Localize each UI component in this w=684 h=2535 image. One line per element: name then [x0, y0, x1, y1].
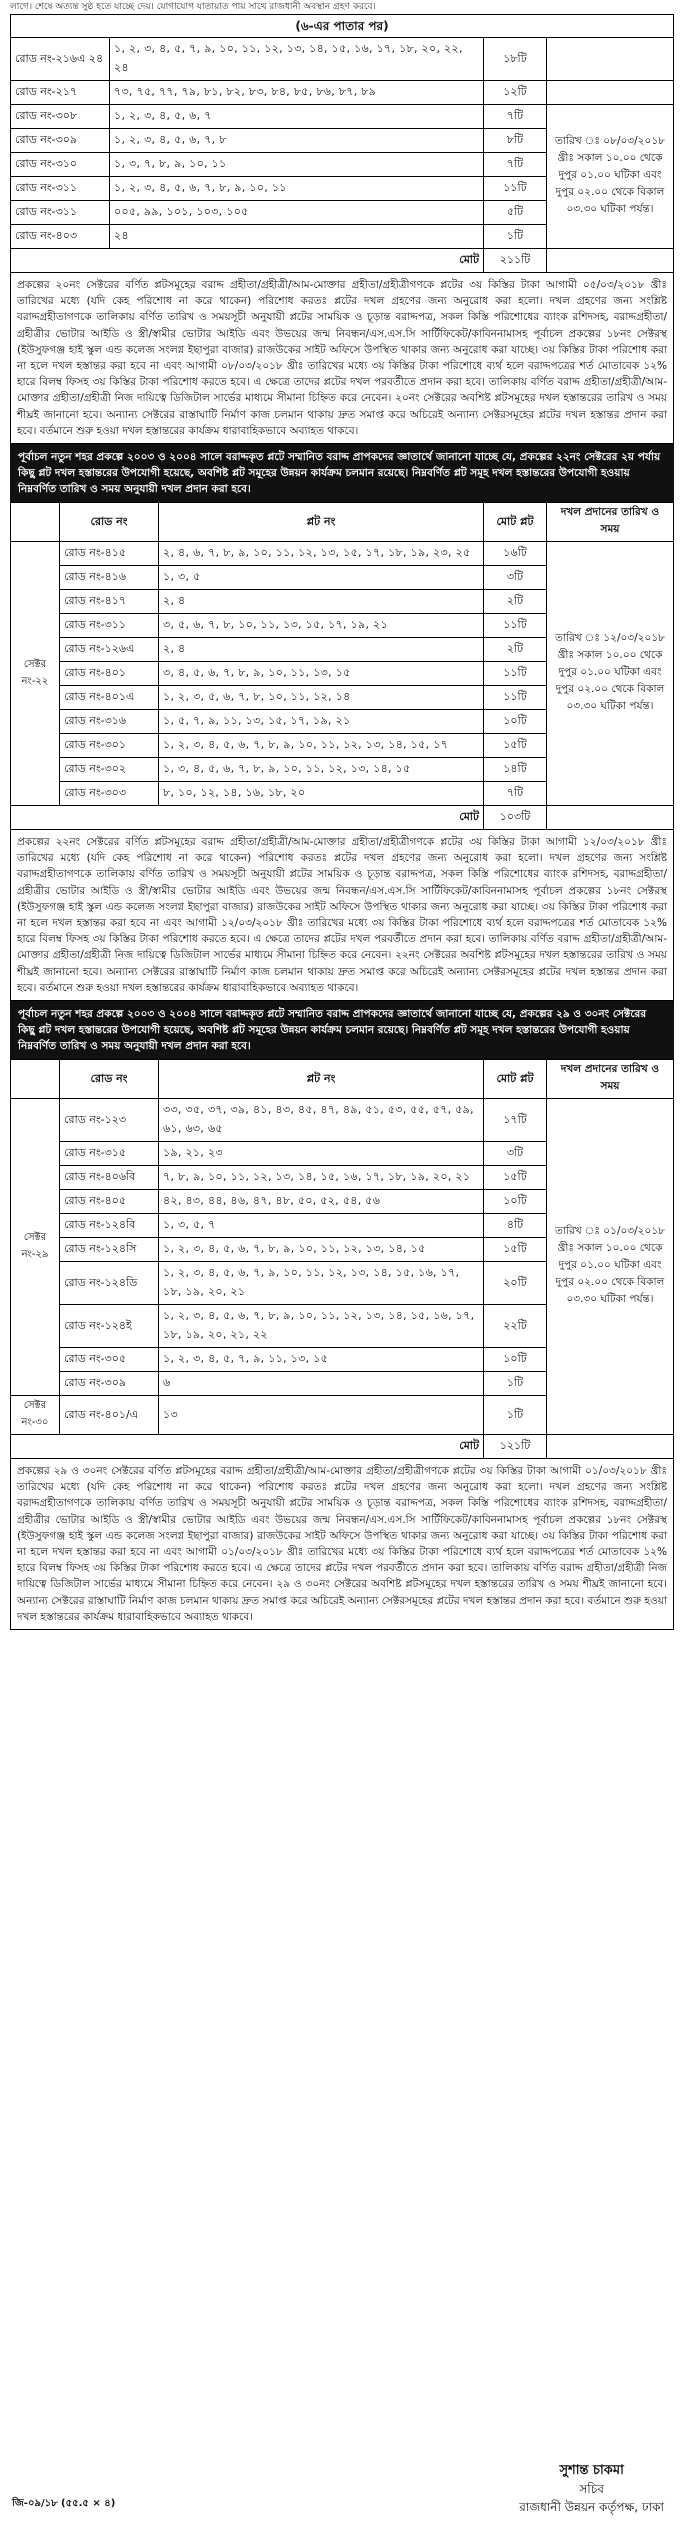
plots-cell: ৭, ৮, ৯, ১০, ১১, ১২, ১৩, ১৪, ১৫, ১৬, ১৭, ১৮, ১৯, ২০, ২১	[159, 1166, 484, 1190]
count-cell: ১৫টি	[484, 1238, 547, 1262]
road-cell: রোড নং-৩০৫	[60, 1348, 159, 1372]
road-cell: রোড নং-৪০১	[60, 662, 159, 686]
plots-cell: ১, ৫, ৭, ৯, ১১, ১৩, ১৫, ১৭, ১৯, ২১	[159, 710, 484, 734]
road-cell: রোড নং-১২৪ই	[60, 1305, 159, 1348]
total-empty	[547, 1435, 674, 1459]
plots-cell: ১, ২, ৩, ৪, ৫, ৭, ৯, ১০, ১১, ১২, ১৩, ১৪, ১৫, ১৬, ১৭, ১৮, ২০, ২২, ২৪	[110, 38, 484, 81]
total-count: ১০৩টি	[484, 806, 547, 830]
schedule-cell: তারিখ ঃ ০৮/০৩/২০১৮ খ্রীঃ সকাল ১০.০০ থেকে দুপুর ০১.০০ ঘটিকা এবং দুপুর ০২.০০ থেকে বিকাল ০৩.৩০ ঘটিকা পর্যন্ত।	[547, 105, 674, 249]
total-empty	[547, 249, 674, 273]
road-cell: রোড নং-৩০৮	[11, 105, 110, 129]
plots-cell: ১৯, ২১, ২৩	[159, 1142, 484, 1166]
sector-cell: সেক্টর নং-২৯	[11, 1099, 60, 1396]
plots-cell: ১, ২, ৩, ৪, ৫, ৬, ৭, ৮, ৯, ১০, ১১, ১২, ১৩, ১৪, ১৫, ১৬, ১৭, ১৮, ১৯, ২০, ২১, ২২	[159, 1305, 484, 1348]
plots-cell: ৩, ৫, ৬, ৭, ৮, ১০, ১১, ১৩, ১৫, ১৭, ১৯, ২১	[159, 614, 484, 638]
plots-cell: ১, ৩, ৭, ৮, ৯, ১০, ১১	[110, 153, 484, 177]
total-label: মোট	[11, 249, 484, 273]
road-header: রোড নং	[60, 503, 159, 542]
plots-cell: ১, ২, ৩, ৪, ৫, ৬, ৭, ৮, ৯, ১০, ১১	[110, 177, 484, 201]
plots-header: প্লট নং	[159, 1060, 484, 1099]
count-header: মোট প্লট	[484, 1060, 547, 1099]
count-cell: ৩টি	[484, 566, 547, 590]
road-cell: রোড নং-১২৪বি	[60, 1214, 159, 1238]
count-cell: ১১টি	[484, 614, 547, 638]
plot-table-sector-20	[10, 37, 674, 273]
signatory-title: সচিব	[579, 2482, 604, 2496]
plots-cell: ১, ৩, ৫	[159, 566, 484, 590]
notice-code: জি-০৯/১৮ (৫৫.৫ × ৪)	[12, 2498, 116, 2509]
road-cell: রোড নং-৪০১/এ	[60, 1396, 159, 1435]
road-cell: রোড নং-৩০৩	[60, 782, 159, 806]
count-cell: ১৫টি	[484, 734, 547, 758]
count-cell: ১টি	[484, 1372, 547, 1396]
count-cell: ১টি	[484, 225, 547, 249]
count-cell: ১০টি	[484, 710, 547, 734]
table-row	[11, 105, 674, 129]
road-cell: রোড নং-১২৩	[60, 1099, 159, 1142]
plots-cell: ১, ২, ৩, ৪, ৫, ৭, ৯, ১১, ১৩, ১৫	[159, 1348, 484, 1372]
road-cell: রোড নং-৪১৬	[60, 566, 159, 590]
table-row	[11, 542, 674, 566]
count-cell: ৫টি	[484, 201, 547, 225]
road-cell: রোড নং-৪০৫	[60, 1190, 159, 1214]
schedule-cell: তারিখ ঃ ১২/০৩/২০১৮ খ্রীঃ সকাল ১০.০০ থেকে দুপুর ০১.০০ ঘটিকা এবং দুপুর ০২.০০ থেকে বিকাল ০৩.৩০ ঘটিকা পর্যন্ত।	[547, 542, 674, 806]
sector-cell: সেক্টর নং-৩০	[11, 1396, 60, 1435]
table-row	[11, 81, 674, 105]
schedule-empty	[547, 81, 674, 105]
plots-cell: ১, ৩, ৫, ৭	[159, 1214, 484, 1238]
road-cell: রোড নং-২১৬এ ২৪	[11, 38, 110, 81]
schedule-empty	[547, 38, 674, 81]
road-cell: রোড নং-৪১৭	[60, 590, 159, 614]
plots-cell: ৩, ৪, ৫, ৬, ৭, ৮, ৯, ১০, ১১, ১৩, ১৫	[159, 662, 484, 686]
plots-cell: ১, ২, ৩, ৪, ৫, ৬, ৭, ৯, ১০, ১১, ১২, ১৩, ১৪, ১৫, ১৬, ১৭, ১৮, ১৯, ২০, ২১	[159, 1262, 484, 1305]
plots-cell: ৭৩, ৭৫, ৭৭, ৭৯, ৮১, ৮২, ৮৩, ৮৪, ৮৫, ৮৬, ৮৭, ৮৯	[110, 81, 484, 105]
total-empty	[547, 806, 674, 830]
paragraph-sector-20: প্রকল্পের ২০নং সেক্টরের বর্ণিত প্লটসমূহের বরাদ্দ গ্রহীতা/গ্রহীত্রী/আম-মোক্তার গ্রহীতা/গ্রহীত্রীগণকে প্লটের ৩য় কিস্তির টাকা আগামী ০৫/০৩/২০১৮ খ্রীঃ তারিখের মধ্যে (যদি কেহ পরিশোধ না করে থাকেন) পরিশোধ করতঃ প্লটের দখল গ্রহণের জন্য অনুরোধ করা হলো। দখল গ্রহণের জন্য সংশ্লিষ্ট বরাদ্দগ্রহীতাগণকে তালিকায় বর্ণিত তারিখ ও সময়সূচী অনুযায়ী প্লটের সাময়িক ও চূড়ান্ত বরাদ্দপত্র, সকল কিস্তি পরিশোধের ব্যাংক রশিদসহ, বরাদ্দগ্রহীতা/গ্রহীত্রীর ভোটার আইডি ও স্ত্রী/স্বামীর ভোটার আইডি এবং উভয়ের জন্ম নিবন্ধন/এস.এস.সি সার্টিফিকেট/কাবিননামাসহ পূর্বাচল প্রকল্পের ১৮নং সেক্টরস্থ (ইউসুফগঞ্জ হাই স্কুল এন্ড কলেজ সংলগ্ন ইছাপুরা বাজার) রাজউকের সাইট অফিসে উপস্থিত থাকার জন্য অনুরোধ করা যাচ্ছে। ৩য় কিস্তির টাকা পরিশোধ করা না হলে দখল হস্তান্তর করা হবে না এবং আগামী ০৮/০৩/২০১৮ খ্রীঃ তারিখের মধ্যে ৩য় কিস্তির টাকা পরিশোধে ব্যর্থ হলে বরাদ্দপত্রের শর্ত মোতাবেক ১২% হারে বিলম্ব ফিসহ ৩য় কিস্তির টাকা পরিশোধ করতে হবে। এ ক্ষেত্রে তাদের প্লটের দখল পরবর্তীতে প্রদান করা হবে। তালিকায় বর্ণিত বরাদ্দ গ্রহীতা/গ্রহীত্রী/আম-মোক্তার গ্রহীতা/গ্রহীত্রী নিজ দায়িত্বে ডিজিটাল সার্ভের মাধ্যমে সীমানা চিহ্নিত করে নেবেন। ২০নং সেক্টরের অবশিষ্ট প্লটসমূহের দখল হস্তান্তরের তারিখ ও সময় শীঘ্রই জানানো হবে। অন্যান্য সেক্টরের রাস্তাঘাটি নির্মাণ কাজ চলমান থাকায় দ্রুত সমাপ্ত করে অচিরেই অন্যান্য সেক্টরসমূহের প্লটের দখল হস্তান্তর প্রদান করা হবে। বর্তমানে শুরু হওয়া দখল হস্তান্তরের কার্যক্রম ধারাবাহিকভাবে অব্যাহত থাকবে।	[10, 273, 674, 444]
count-cell: ১৬টি	[484, 542, 547, 566]
road-cell: রোড নং-৩১১	[11, 201, 110, 225]
count-cell: ১১টি	[484, 662, 547, 686]
count-cell: ১০টি	[484, 1190, 547, 1214]
plots-cell: ২, ৪, ৬, ৭, ৮, ৯, ১০, ১১, ১২, ১৩, ১৫, ১৭, ১৮, ১৯, ২৩, ২৫	[159, 542, 484, 566]
signatory-org: রাজধানী উন্নয়ন কর্তৃপক্ষ, ঢাকা	[519, 2500, 664, 2514]
count-cell: ১৭টি	[484, 1099, 547, 1142]
banner-sector-22: পূর্বাচল নতুন শহর প্রকল্পে ২০০৩ ও ২০০৪ সালে বরাদ্দকৃত প্লটে সম্মানিত বরাদ্দ প্রাপকদের জ্ঞাতার্থে জানানো যাচ্ছে যে, প্রকল্পের ২২নং সেক্টরের ২য় পর্যায় কিছু প্লট দখল হস্তান্তরের উপযোগী হয়েছে, অবশিষ্ট প্লট সমূহের উন্নয়ন কার্যক্রম চলমান রয়েছে। নিম্নবর্ণিত প্লট সমূহ দখল হস্তান্তরের উপযোগী হওয়ায় নিম্নবর্ণিত তারিখ ও সময় অনুযায়ী দখল প্রদান করা হবে।	[10, 444, 674, 502]
count-cell: ২টি	[484, 638, 547, 662]
plots-cell: ১, ২, ৩, ৪, ৫, ৬, ৭, ৮	[110, 129, 484, 153]
count-cell: ১১টি	[484, 177, 547, 201]
total-row	[11, 806, 674, 830]
plots-cell: ৩৩, ৩৫, ৩৭, ৩৯, ৪১, ৪৩, ৪৫, ৪৭, ৪৯, ৫১, ৫৩, ৫৫, ৫৭, ৫৯, ৬১, ৬৩, ৬৫	[159, 1099, 484, 1142]
paragraph-sector-22: প্রকল্পের ২২নং সেক্টরের বর্ণিত প্লটসমূহের বরাদ্দ গ্রহীতা/গ্রহীত্রী/আম-মোক্তার গ্রহীতা/গ্রহীত্রীগণকে প্লটের ৩য় কিস্তির টাকা আগামী ১২/০৩/২০১৮ খ্রীঃ তারিখের মধ্যে (যদি কেহ পরিশোধ না করে থাকেন) পরিশোধ করতঃ প্লটের দখল গ্রহণের জন্য অনুরোধ করা হলো। দখল গ্রহণের জন্য সংশ্লিষ্ট বরাদ্দগ্রহীতাগণকে তালিকায় বর্ণিত তারিখ ও সময়সূচী অনুযায়ী প্লটের সাময়িক ও চূড়ান্ত বরাদ্দপত্র, সকল কিস্তি পরিশোধের ব্যাংক রশিদসহ, বরাদ্দগ্রহীতা/গ্রহীত্রীর ভোটার আইডি ও স্ত্রী/স্বামীর ভোটার আইডি এবং উভয়ের জন্ম নিবন্ধন/এস.এস.সি সার্টিফিকেট/কাবিননামাসহ পূর্বাচল প্রকল্পের ১৮নং সেক্টরস্থ (ইউসুফগঞ্জ হাই স্কুল এন্ড কলেজ সংলগ্ন ইছাপুরা বাজার) রাজউকের সাইট অফিসে উপস্থিত থাকার জন্য অনুরোধ করা যাচ্ছে। ৩য় কিস্তির টাকা পরিশোধ করা না হলে দখল হস্তান্তর করা হবে না এবং আগামী ১২/০৩/২০১৮ খ্রীঃ তারিখের মধ্যে ৩য় কিস্তির টাকা পরিশোধে ব্যর্থ হলে বরাদ্দপত্রের শর্ত মোতাবেক ১২% হারে বিলম্ব ফিসহ ৩য় কিস্তির টাকা পরিশোধ করতে হবে। এ ক্ষেত্রে তাদের প্লটের দখল পরবর্তীতে প্রদান করা হবে। তালিকায় বর্ণিত বরাদ্দ গ্রহীতা/গ্রহীত্রী/আম-মোক্তার গ্রহীতা/গ্রহীত্রী নিজ দায়িত্বে ডিজিটাল সার্ভের মাধ্যমে সীমানা চিহ্নিত করে নেবেন। ২২নং সেক্টরের অবশিষ্ট প্লটসমূহের দখল হস্তান্তরের তারিখ ও সময় শীঘ্রই জানানো হবে। অন্যান্য সেক্টরের রাস্তাঘাটি নির্মাণ কাজ চলমান থাকায় দ্রুত সমাপ্ত করে অচিরেই অন্যান্য সেক্টরসমূহের প্লটের দখল হস্তান্তর প্রদান করা হবে। বর্তমানে শুরু হওয়া দখল হস্তান্তরের কার্যক্রম ধারাবাহিকভাবে অব্যাহত থাকবে।	[10, 830, 674, 1001]
plots-cell: ১, ২, ৩, ৪, ৫, ৬, ৭, ৮, ৯, ১০, ১১, ১২, ১৩, ১৪, ১৫	[159, 1238, 484, 1262]
plots-cell: ১, ৩, ৪, ৫, ৬, ৭, ৮, ৯, ১০, ১১, ১২, ১৩, ১৪, ১৫	[159, 758, 484, 782]
plot-table-sector-22	[10, 502, 674, 830]
paragraph-sector-29-30: প্রকল্পের ২৯ ও ৩০নং সেক্টরের বর্ণিত প্লটসমূহের বরাদ্দ গ্রহীতা/গ্রহীত্রী/আম-মোক্তার গ্রহীতা/গ্রহীত্রীগণকে প্লটের ৩য় কিস্তির টাকা আগামী ০১/০৩/২০১৮ খ্রীঃ তারিখের মধ্যে (যদি কেহ পরিশোধ না করে থাকেন) পরিশোধ করতঃ প্লটের দখল গ্রহণের জন্য অনুরোধ করা হলো। দখল গ্রহণের জন্য সংশ্লিষ্ট বরাদ্দগ্রহীতাগণকে তালিকায় বর্ণিত তারিখ ও সময়সূচী অনুযায়ী প্লটের সাময়িক ও চূড়ান্ত বরাদ্দপত্র, সকল কিস্তি পরিশোধের ব্যাংক রশিদসহ, বরাদ্দগ্রহীতা/গ্রহীত্রীর ভোটার আইডি ও স্ত্রী/স্বামীর ভোটার আইডি এবং উভয়ের জন্ম নিবন্ধন/এস.এস.সি সার্টিফিকেট/কাবিননামাসহ পূর্বাচল প্রকল্পের ১৮নং সেক্টরস্থ (ইউসুফগঞ্জ হাই স্কুল এন্ড কলেজ সংলগ্ন ইছাপুরা বাজার) রাজউকের সাইট অফিসে উপস্থিত থাকার জন্য অনুরোধ করা যাচ্ছে। ৩য় কিস্তির টাকা পরিশোধ করা না হলে দখল হস্তান্তর করা হবে না এবং আগামী ০১/০৩/২০১৮ খ্রীঃ তারিখের মধ্যে ৩য় কিস্তির টাকা পরিশোধে ব্যর্থ হলে বরাদ্দপত্রের শর্ত মোতাবেক ১২% হারে বিলম্ব ফিসহ ৩য় কিস্তির টাকা পরিশোধ করতে হবে। এ ক্ষেত্রে তাদের প্লটের দখল পরবর্তীতে প্রদান করা হবে। তালিকায় বর্ণিত বরাদ্দ গ্রহীতা/গ্রহীত্রী নিজ দায়িত্বে ডিজিটাল সার্ভের মাধ্যমে সীমানা চিহ্নিত করে নেবেন। ২৯ ও ৩০নং সেক্টরের অবশিষ্ট প্লটসমূহের দখল হস্তান্তরের তারিখ ও সময় শীঘ্রই জানানো হবে। অন্যান্য সেক্টরের রাস্তাঘাটি নির্মাণ কাজ চলমান থাকায় দ্রুত সমাপ্ত করে অচিরেই অন্যান্য সেক্টরসমূহের প্লটের দখল হস্তান্তর প্রদান করা হবে। বর্তমানে শুরু হওয়া দখল হস্তান্তরের কার্যক্রম ধারাবাহিকভাবে অব্যাহত থাকবে।	[10, 1459, 674, 1630]
count-cell: ১৮টি	[484, 38, 547, 81]
count-cell: ১১টি	[484, 686, 547, 710]
top-cut-text: লাগে। শেষে অত্যন্ত সুষ্ঠ হতে যাচ্ছে দেয়। যোগাযোগ যাতায়াত পায় সাথে রাজধানী অবস্থান গ্রহণ করবে।	[10, 2, 376, 12]
count-cell: ২টি	[484, 590, 547, 614]
count-cell: ৭টি	[484, 153, 547, 177]
count-cell: ২০টি	[484, 1262, 547, 1305]
road-cell: রোড নং-৪১৫	[60, 542, 159, 566]
schedule-cell: তারিখ ঃ ০১/০৩/২০১৮ খ্রীঃ সকাল ১০.০০ থেকে দুপুর ০১.০০ ঘটিকা এবং দুপুর ০২.০০ থেকে বিকাল ০৩.৩০ ঘটিকা পর্যন্ত।	[547, 1099, 674, 1435]
count-cell: ৪টি	[484, 1214, 547, 1238]
road-cell: রোড নং-১২৪সি	[60, 1238, 159, 1262]
plots-cell: ২, ৪	[159, 590, 484, 614]
sector-header	[11, 503, 60, 542]
plots-cell: ৬	[159, 1372, 484, 1396]
plots-header: প্লট নং	[159, 503, 484, 542]
count-cell: ২২টি	[484, 1305, 547, 1348]
road-cell: রোড নং-১২৬এ	[60, 638, 159, 662]
road-cell: রোড নং-৩১৬	[60, 710, 159, 734]
road-cell: রোড নং-৩১৫	[60, 1142, 159, 1166]
count-cell: ১৪টি	[484, 758, 547, 782]
schedule-header: দখল প্রদানের তারিখ ও সময়	[547, 1060, 674, 1099]
plots-cell: ১, ২, ৩, ৫, ৬, ৭, ৮, ১০, ১১, ১২, ১৪	[159, 686, 484, 710]
sector-cell: সেক্টর নং-২২	[11, 542, 60, 806]
plots-cell: ২৪	[110, 225, 484, 249]
road-header: রোড নং	[60, 1060, 159, 1099]
count-cell: ৩টি	[484, 1142, 547, 1166]
count-cell: ১টি	[484, 1396, 547, 1435]
table-row	[11, 38, 674, 81]
plot-table-sector-29-30	[10, 1059, 674, 1459]
plots-cell: ২, ৪	[159, 638, 484, 662]
road-cell: রোড নং-৩১০	[11, 153, 110, 177]
signatory-name: সুশান্ত চাকমা	[559, 2463, 624, 2478]
total-row	[11, 1435, 674, 1459]
plots-cell: ১, ২, ৩, ৪, ৫, ৬, ৭, ৮, ৯, ১০, ১১, ১২, ১৩, ১৪, ১৫, ১৭	[159, 734, 484, 758]
plots-cell: ১৩	[159, 1396, 484, 1435]
total-count: ১২১টি	[484, 1435, 547, 1459]
plots-cell: ৪২, ৪৩, ৪৪, ৪৬, ৪৭, ৪৮, ৫০, ৫২, ৫৪, ৫৬	[159, 1190, 484, 1214]
road-cell: রোড নং-৪০৩	[11, 225, 110, 249]
road-cell: রোড নং-১২৪ডি	[60, 1262, 159, 1305]
count-cell: ১২টি	[484, 81, 547, 105]
road-cell: রোড নং-২১৭	[11, 81, 110, 105]
banner-sector-29-30: পূর্বাচল নতুন শহর প্রকল্পে ২০০৩ ও ২০০৪ সালে বরাদ্দকৃত প্লটে সম্মানিত বরাদ্দ প্রাপকদের জ্ঞাতার্থে জানানো যাচ্ছে যে, প্রকল্পের ২৯ ও ৩০নং সেক্টরের কিছু প্লট দখল হস্তান্তরের উপযোগী হয়েছে, অবশিষ্ট প্লট সমূহের উন্নয়ন কার্যক্রম চলমান রয়েছে। নিম্নবর্ণিত প্লট সমূহ দখল হস্তান্তরের উপযোগী হওয়ায় নিম্নবর্ণিত তারিখ ও সময় অনুযায়ী দখল প্রদান করা হবে।	[10, 1001, 674, 1059]
total-count: ২১১টি	[484, 249, 547, 273]
count-header: মোট প্লট	[484, 503, 547, 542]
road-cell: রোড নং-৪০১এ	[60, 686, 159, 710]
count-cell: ৮টি	[484, 129, 547, 153]
plots-cell: ০০৫, ৯৯, ১০১, ১০৩, ১০৫	[110, 201, 484, 225]
count-cell: ৭টি	[484, 105, 547, 129]
sector-header	[11, 1060, 60, 1099]
count-cell: ১৫টি	[484, 1166, 547, 1190]
table-row	[11, 1099, 674, 1142]
total-label: মোট	[11, 1435, 484, 1459]
road-cell: রোড নং-৪০৬বি	[60, 1166, 159, 1190]
continued-label: (৬-এর পাতার পর)	[10, 14, 674, 37]
signature-block	[519, 2462, 664, 2516]
road-cell: রোড নং-৩০৯	[11, 129, 110, 153]
total-row	[11, 249, 674, 273]
road-cell: রোড নং-৩১১	[60, 614, 159, 638]
road-cell: রোড নং-৩০১	[60, 734, 159, 758]
count-cell: ৭টি	[484, 782, 547, 806]
road-cell: রোড নং-৩০২	[60, 758, 159, 782]
plots-cell: ৮, ১০, ১২, ১৪, ১৬, ১৮, ২০	[159, 782, 484, 806]
total-label: মোট	[11, 806, 484, 830]
plots-cell: ১, ২, ৩, ৪, ৫, ৬, ৭	[110, 105, 484, 129]
count-cell: ১০টি	[484, 1348, 547, 1372]
schedule-header: দখল প্রদানের তারিখ ও সময়	[547, 503, 674, 542]
notice-page	[10, 0, 674, 1630]
road-cell: রোড নং-৩০৯	[60, 1372, 159, 1396]
road-cell: রোড নং-৩১১	[11, 177, 110, 201]
